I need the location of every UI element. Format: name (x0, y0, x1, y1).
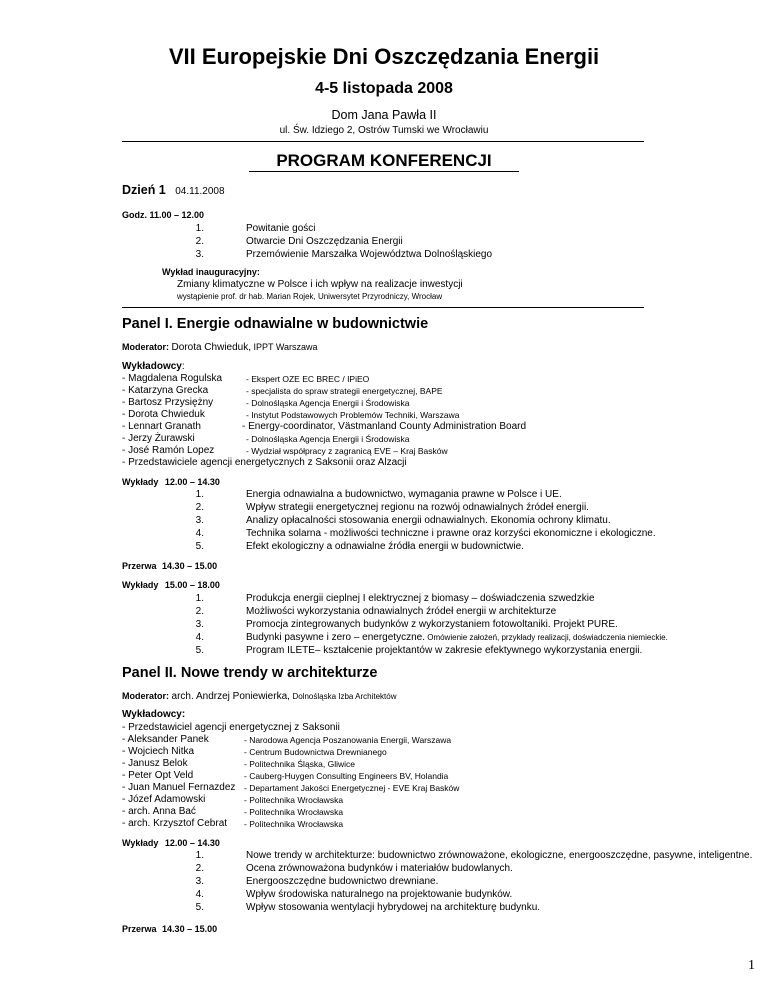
section-divider (122, 307, 644, 308)
list-number: 2. (195, 606, 204, 617)
lecturer-org: - Centrum Budownictwa Drewnianego (244, 747, 387, 757)
conference-dates: 4-5 listopada 2008 (315, 80, 453, 97)
moderator-label: Moderator: (122, 342, 169, 352)
list-number: 2. (195, 863, 204, 874)
list-number: 4. (195, 528, 204, 539)
inaugural-lecture-title: Zmiany klimatyczne w Polsce i ich wpływ na realizacje inwestycji (177, 279, 463, 290)
list-number: 3. (195, 619, 204, 630)
lecturer-org: - Politechnika Wrocławska (244, 819, 344, 829)
list-item: Efekt ekologiczny a odnawialne źródła energii w budownictwie. (246, 541, 524, 552)
panel-1-title: Panel I. Energie odnawialne w budownictwie (122, 316, 429, 332)
lecturer-org: - Dolnośląska Agencja Energii i Środowiska (246, 398, 410, 408)
lecturer-org: - Politechnika Wrocławska (244, 807, 344, 817)
header-divider (122, 141, 644, 142)
program-heading: PROGRAM KONFERENCJI (276, 151, 492, 170)
day-date: 04.11.2008 (175, 186, 225, 197)
lecturer-name: - arch. Anna Bać (122, 806, 196, 817)
page-number: 1 (748, 958, 755, 973)
venue-address: ul. Św. Idziego 2, Ostrów Tumski we Wrocławiu (279, 125, 489, 136)
list-number: 5. (195, 541, 204, 552)
lecturer-name: - Katarzyna Grecka (122, 385, 209, 396)
moderator-name: Dorota Chwieduk, (171, 342, 251, 353)
venue-name: Dom Jana Pawła II (331, 108, 437, 122)
list-number: 3. (195, 249, 204, 260)
list-item: Technika solarna - możliwości techniczne i prawne oraz korzyści ekonomiczne i ekologiczne. (246, 528, 656, 539)
program-heading-underline (249, 171, 519, 172)
lecturer-name: - Dorota Chwieduk (122, 409, 205, 420)
moderator-name: arch. Andrzej Poniewierka, (171, 691, 290, 702)
panel-2-moderator (122, 691, 397, 702)
lecturers-heading: Wykładowcy: (122, 709, 186, 720)
list-number: 1. (195, 593, 204, 604)
list-item: Możliwości wykorzystania odnawialnych źródeł energii w architekturze (246, 606, 557, 617)
list-number: 2. (195, 236, 204, 247)
list-number: 1. (195, 223, 204, 234)
list-number: 5. (195, 645, 204, 656)
lecturer-name: - Peter Opt Veld (122, 770, 194, 781)
lecturer-org: - Departament Jakości Energetycznej - EVE Kraj Basków (244, 783, 460, 793)
lecturer-org: - specjalista do spraw strategii energetycznej, BAPE (246, 386, 443, 396)
lecturer-name: - Wojciech Nitka (122, 746, 195, 757)
document-title: VII Europejskie Dni Oszczędzania Energii (168, 44, 600, 69)
lectures-time: Wykłady 12.00 – 14.30 (122, 477, 220, 487)
lecturer-org: - Dolnośląska Agencja Energii i Środowiska (246, 434, 410, 444)
moderator-org: Dolnośląska Izba Architektów (292, 692, 397, 701)
lecturer-name: - Lennart Granath (122, 421, 201, 432)
list-number: 3. (195, 876, 204, 887)
lecturer-name: - José Ramón Lopez (122, 445, 215, 456)
list-item: Powitanie gości (246, 223, 316, 234)
list-item: Energooszczędne budownictwo drewniane. (246, 876, 439, 887)
lecturer-org: - Instytut Podstawowych Problemów Techniki, Warszawa (246, 410, 460, 420)
panel-2-title: Panel II. Nowe trendy w architekturze (122, 665, 378, 681)
lecturer-extra: - Przedstawiciel agencji energetycznej z Saksonii (122, 722, 340, 733)
lecturer-org: - Politechnika Wrocławska (244, 795, 344, 805)
list-item: Wpływ środowiska naturalnego na projektowanie budynków. (246, 889, 513, 900)
list-number: 4. (195, 632, 204, 643)
moderator-org: IPPT Warszawa (253, 342, 318, 352)
moderator-label: Moderator: (122, 691, 169, 701)
lecturer-name: - Józef Adamowski (122, 794, 206, 805)
break-time: Przerwa 14.30 – 15.00 (122, 924, 218, 934)
lecturer-name: - Juan Manuel Fernazdez (122, 782, 236, 793)
list-item: Wpływ strategii energetycznej regionu na rozwój odnawialnych źródeł energii. (246, 502, 589, 513)
lectures-time: Wykłady 15.00 – 18.00 (122, 580, 220, 590)
lecturer-name: - arch. Krzysztof Cebrat (122, 818, 228, 829)
inaugural-lecture-label: Wykład inauguracyjny: (162, 267, 260, 277)
lecturer-name: - Bartosz Przysiężny (122, 397, 214, 408)
lecturer-org: - Energy-coordinator, Västmanland County Administration Board (242, 421, 527, 432)
lecturer-org: - Cauberg-Huygen Consulting Engineers BV, Holandia (244, 771, 449, 781)
list-item: Nowe trendy w architekturze: budownictwo zrównoważone, ekologiczne, energooszczędne, pasywne, inteligentne. (246, 850, 753, 861)
break-time: Przerwa 14.30 – 15.00 (122, 561, 218, 571)
lecturer-org: - Ekspert OZE EC BREC / IPiEO (246, 374, 370, 384)
lecturer-name: - Aleksander Panek (122, 734, 209, 745)
list-item: Otwarcie Dni Oszczędzania Energii (246, 236, 403, 247)
day-label: Dzień 1 (122, 183, 166, 197)
list-item: Promocja zintegrowanych budynków z wykorzystaniem fotowoltaniki. Projekt PURE. (246, 619, 618, 630)
lecturer-org: - Wydział współpracy z zagranicą EVE – Kraj Basków (246, 446, 448, 456)
list-item: Budynki pasywne i zero – energetyczne. Omówienie założeń, przykłady realizacji, doświadczenia niemieckie. (246, 632, 668, 643)
list-number: 2. (195, 502, 204, 513)
list-number: 1. (195, 489, 204, 500)
lectures-time: Wykłady 12.00 – 14.30 (122, 838, 220, 848)
list-item: Energia odnawialna a budownictwo, wymagania prawne w Polsce i UE. (246, 489, 562, 500)
lecturer-org: - Narodowa Agencja Poszanowania Energii, Warszawa (244, 735, 452, 745)
inaugural-lecture-speaker: wystąpienie prof. dr hab. Marian Rojek, Uniwersytet Przyrodniczy, Wrocław (177, 292, 443, 301)
lecturer-name: - Magdalena Rogulska (122, 373, 223, 384)
day-heading (122, 183, 225, 197)
lecturer-name: - Jerzy Żurawski (122, 433, 195, 444)
list-item: Analizy opłacalności stosowania energii odnawialnych. Ekonomia ochrony klimatu. (246, 515, 611, 526)
list-number: 5. (195, 902, 204, 913)
list-item: Program ILETE– kształcenie projektantów w zakresie efektywnego wykorzystania energii. (246, 645, 643, 656)
day-time-label: Godz. 11.00 – 12.00 (122, 210, 205, 220)
list-number: 4. (195, 889, 204, 900)
lecturer-org: - Politechnika Śląska, Gliwice (244, 759, 356, 769)
list-item: Przemówienie Marszałka Województwa Dolnośląskiego (246, 249, 493, 260)
list-item: Wpływ stosowania wentylacji hybrydowej na architekturę budynku. (246, 902, 541, 913)
lecturers-heading: Wykładowcy: (122, 361, 185, 372)
list-item: Produkcja energii cieplnej I elektrycznej z biomasy – doświadczenia szwedzkie (246, 593, 595, 604)
panel-1-moderator (122, 342, 318, 353)
list-number: 1. (195, 850, 204, 861)
lecturer-name: - Janusz Belok (122, 758, 188, 769)
list-item: Ocena zrównoważona budynków i materiałów budowlanych. (246, 863, 513, 874)
lecturer-extra: - Przedstawiciele agencji energetycznych z Saksonii oraz Alzacji (122, 457, 407, 468)
list-number: 3. (195, 515, 204, 526)
